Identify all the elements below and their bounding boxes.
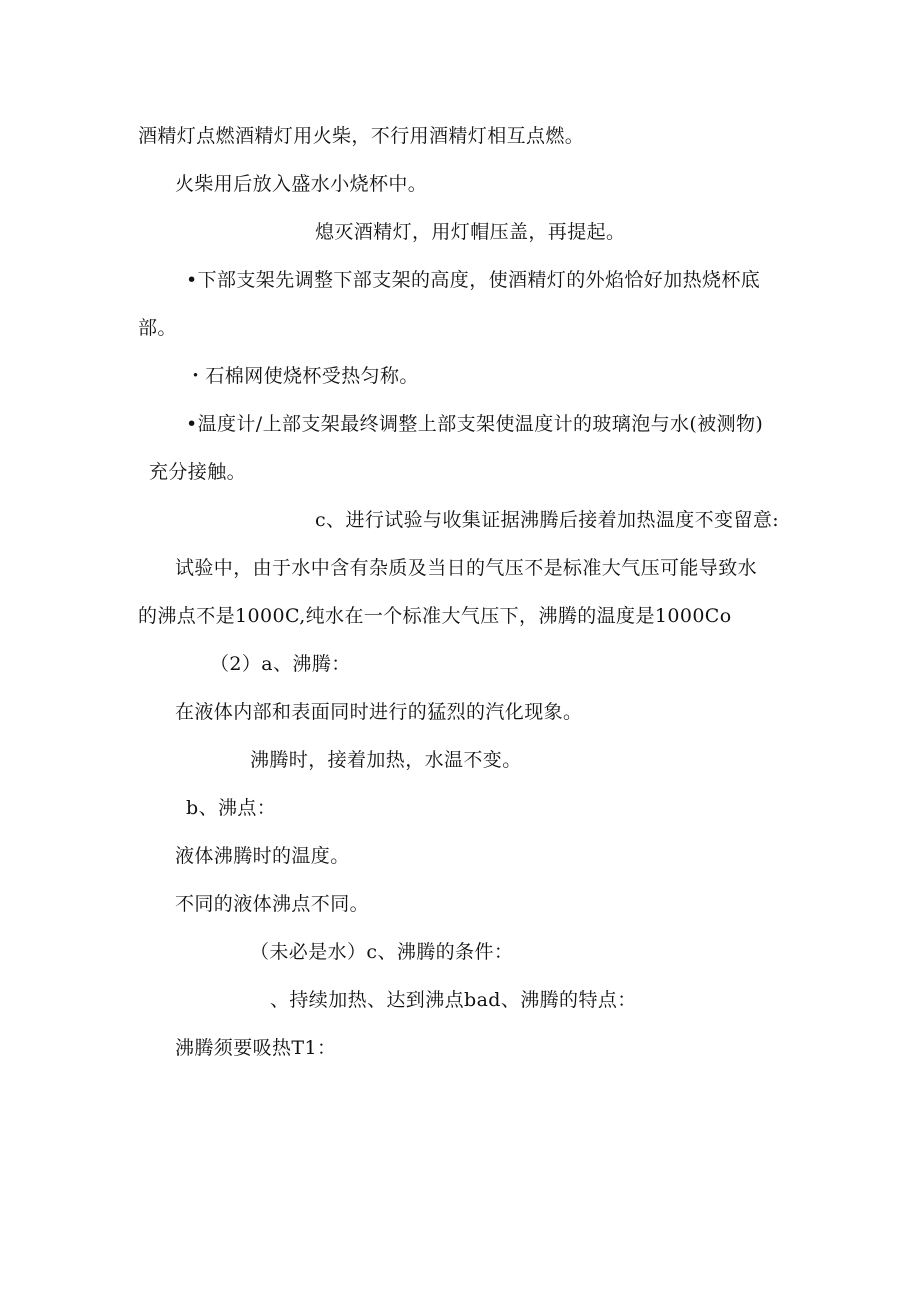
text-line-17: 不同的液体沸点不同。	[175, 893, 370, 915]
bullet-line-asbestos-net: ・石棉网使烧杯受热匀称。	[186, 365, 419, 387]
text-line-8: 充分接触。	[149, 461, 247, 483]
text-line-20: 沸腾须要吸热T1：	[175, 1037, 337, 1059]
text-line-11: 的沸点不是1000C,纯水在一个标准大气压下，沸腾的温度是1000Co	[138, 605, 732, 627]
text-line-16: 液体沸腾时的温度。	[175, 845, 350, 867]
section-heading-c-conditions: （未必是水）c、沸腾的条件：	[250, 941, 514, 963]
text-line-2: 火柴用后放入盛水小烧杯中。	[175, 173, 428, 195]
text-line-14: 沸腾时，接着加热，水温不变。	[250, 749, 522, 771]
section-heading-c: c、进行试验与收集证据沸腾后接着加热温度不变留意:	[315, 509, 780, 531]
bullet-line-lower-stand: •下部支架先调整下部支架的高度，使酒精灯的外焰恰好加热烧杯底	[186, 269, 761, 291]
text-line-19: 、持续加热、达到沸点bad、沸腾的特点：	[270, 989, 637, 1011]
text-line-10: 试验中，由于水中含有杂质及当日的气压不是标准大气压可能导致水	[175, 557, 758, 579]
text-line-1: 酒精灯点燃酒精灯用火柴，不行用酒精灯相互点燃。	[138, 125, 585, 147]
section-heading-2a: （2）a、沸腾：	[210, 653, 351, 675]
section-heading-b: b、沸点：	[186, 797, 277, 819]
text-line-3: 熄灭酒精灯，用灯帽压盖，再提起。	[315, 221, 626, 243]
bullet-line-thermometer: •温度计/上部支架最终调整上部支架使温度计的玻璃泡与水(被测物)	[186, 413, 764, 435]
text-line-13: 在液体内部和表面同时进行的猛烈的汽化现象。	[175, 701, 583, 723]
text-line-5: 部。	[138, 317, 177, 339]
